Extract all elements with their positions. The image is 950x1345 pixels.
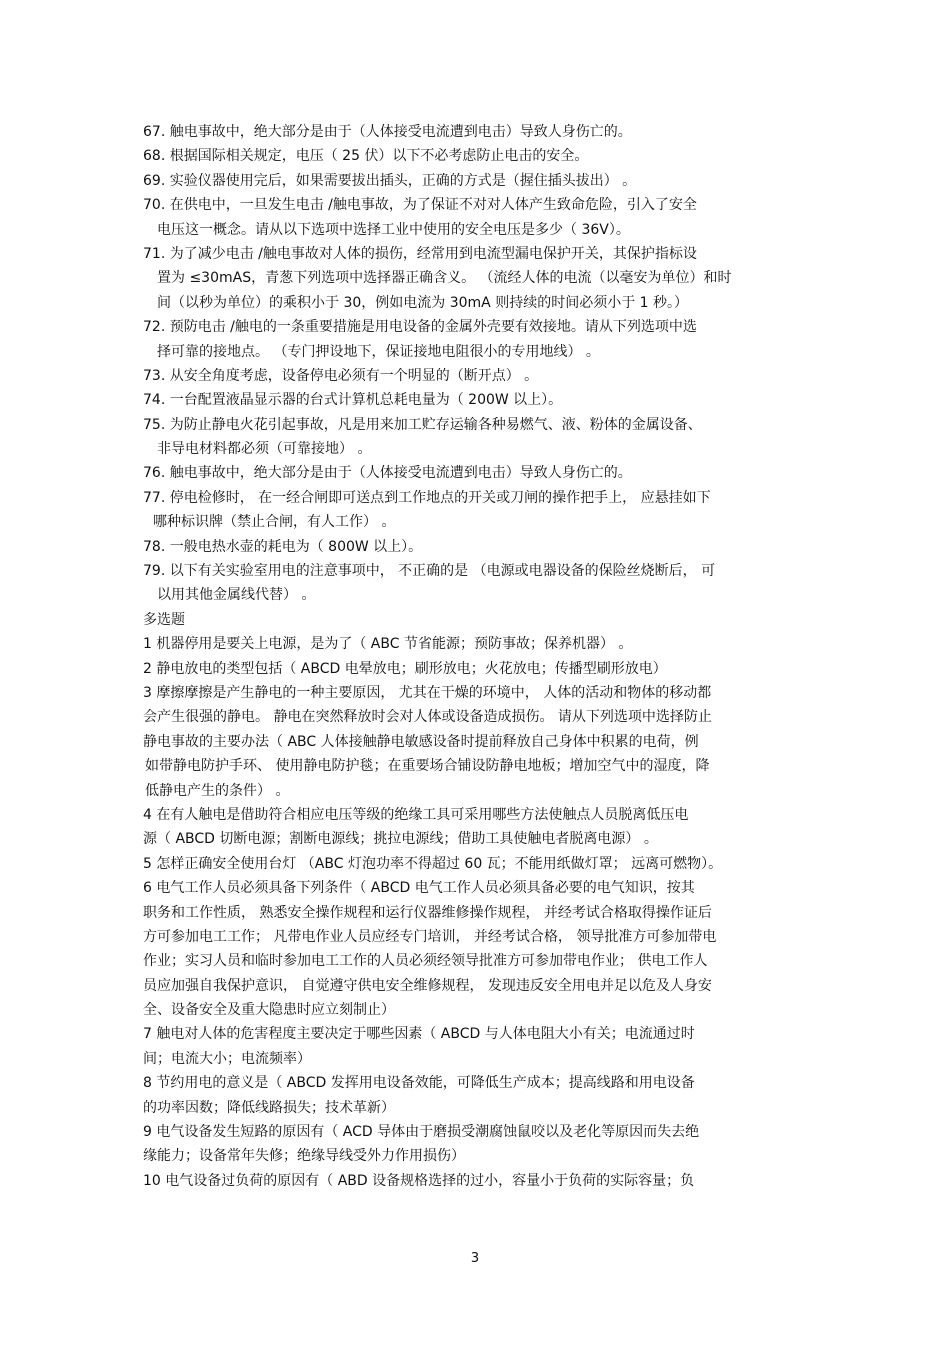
- text-line: 以用其他金属线代替） 。: [157, 587, 316, 604]
- text-line: 6 电气工作人员必须具备下列条件（ ABCD 电气工作人员必须具备必要的电气知识，按其: [143, 880, 695, 897]
- text-line: 静电事故的主要办法（ ABC 人体接触静电敏感设备时提前释放自己身体中积累的电荷，例: [143, 733, 699, 750]
- text-line: 方可参加电工工作； 凡带电作业人员应经专门培训， 并经考试合格， 领导批准方可参加带电: [143, 928, 717, 945]
- text-line: 70. 在供电中，一旦发生电击 /触电事故，为了保证不对对人体产生致命危险，引入了安全: [143, 197, 697, 214]
- text-line: 3 摩擦摩擦是产生静电的一种主要原因， 尤其在干燥的环境中， 人体的活动和物体的移动都: [143, 684, 712, 701]
- text-line: 72. 预防电击 /触电的一条重要措施是用电设备的金属外壳要有效接地。请从下列选项中选: [143, 319, 697, 336]
- text-line: 低静电产生的条件） 。: [145, 782, 290, 799]
- text-line: 8 节约用电的意义是（ ABCD 发挥用电设备效能，可降低生产成本；提高线路和用电设备: [143, 1075, 695, 1092]
- text-line: 7 触电对人体的危害程度主要决定于哪些因素（ ABCD 与人体电阻大小有关；电流通过时: [143, 1026, 695, 1043]
- text-line: 如带静电防护手环、 使用静电防护毯；在重要场合铺设防静电地板；增加空气中的湿度，降: [145, 758, 710, 775]
- text-line: 5 怎样正确安全使用台灯 （ABC 灯泡功率不得超过 60 瓦；不能用纸做灯罩； 远离可燃物）。: [143, 855, 723, 872]
- text-line: 职务和工作性质， 熟悉安全操作规程和运行仪器维修操作规程， 并经考试合格取得操作证后: [143, 904, 712, 921]
- page-number: 3: [470, 1251, 480, 1266]
- text-line: 9 电气设备发生短路的原因有（ ACD 导体由于磨损受潮腐蚀鼠咬以及老化等原因而失去绝: [143, 1124, 700, 1141]
- text-line: 73. 从安全角度考虑，设备停电必须有一个明显的（断开点） 。: [143, 367, 539, 384]
- text-line: 择可靠的接地点。 （专门押设地下，保证接地电阻很小的专用地线） 。: [157, 343, 600, 360]
- text-line: 间；电流大小；电流频率）: [143, 1050, 311, 1067]
- text-line: 源（ ABCD 切断电源；割断电源线；挑拉电源线；借助工具使触电者脱离电源） 。: [143, 831, 658, 848]
- text-line: 4 在有人触电是借助符合相应电压等级的绝缘工具可采用哪些方法使触点人员脱离低压电: [143, 806, 689, 823]
- text-line: 2 静电放电的类型包括（ ABCD 电晕放电；刷形放电；火花放电；传播型刷形放电）: [143, 660, 667, 677]
- text-line: 员应加强自我保护意识， 自觉遵守供电安全维修规程， 发现违反安全用电并足以危及人身安: [143, 977, 712, 994]
- text-line: 68. 根据国际相关规定，电压（ 25 伏）以下不必考虑防止电击的安全。: [143, 148, 589, 165]
- text-line: 多选题: [143, 611, 185, 628]
- text-line: 缘能力；设备常年失修；绝缘导线受外力作用损伤）: [143, 1148, 465, 1165]
- text-line: 77. 停电检修时， 在一经合闸即可送点到工作地点的开关或刀闸的操作把手上， 应悬挂如下: [143, 489, 711, 506]
- text-line: 67. 触电事故中，绝大部分是由于（人体接受电流遭到电击）导致人身伤亡的。: [143, 124, 632, 140]
- text-line: 非导电材料都必须（可靠接地） 。: [157, 441, 372, 458]
- text-line: 哪种标识牌（禁止合闸，有人工作） 。: [153, 514, 396, 531]
- text-line: 74. 一台配置液晶显示器的台式计算机总耗电量为（ 200W 以上）。: [143, 392, 563, 409]
- text-line: 间（以秒为单位）的乘积小于 30，例如电流为 30mA 则持续的时间必须小于 1 秒。）: [157, 294, 688, 311]
- text-line: 10 电气设备过负荷的原因有（ ABD 设备规格选择的过小，容量小于负荷的实际容量；负: [143, 1172, 695, 1189]
- text-line: 79. 以下有关实验室用电的注意事项中， 不正确的是 （电源或电器设备的保险丝烧断后， 可: [143, 563, 716, 580]
- text-line: 76. 触电事故中，绝大部分是由于（人体接受电流遭到电击）导致人身伤亡的。: [143, 465, 632, 482]
- text-line: 会产生很强的静电。 静电在突然释放时会对人体或设备造成损伤。 请从下列选项中选择防止: [143, 709, 712, 726]
- text-line: 全、设备安全及重大隐患时应立刻制止）: [143, 1002, 395, 1019]
- text-line: 置为 ≤30mAS，青葱下列选项中选择器正确含义。 （流经人体的电流（以毫安为单位）和时: [157, 270, 732, 287]
- text-line: 电压这一概念。请从以下选项中选择工业中使用的安全电压是多少（ 36V）。: [157, 221, 630, 238]
- text-line: 作业；实习人员和临时参加电工工作的人员必须经领导批准方可参加带电作业； 供电工作人: [143, 953, 708, 970]
- text-line: 69. 实验仪器使用完后，如果需要拔出插头，正确的方式是（握住插头拔出） 。: [143, 172, 637, 189]
- text-line: 1 机器停用是要关上电源，是为了（ ABC 节省能源；预防事故；保养机器） 。: [143, 636, 633, 653]
- text-line: 的功率因数；降低线路损失；技术革新）: [143, 1099, 395, 1116]
- document-body: [143, 120, 823, 1193]
- text-line: 71. 为了减少电击 /触电事故对人体的损伤，经常用到电流型漏电保护开关，其保护指标设: [143, 245, 697, 262]
- text-line: 78. 一般电热水壶的耗电为（ 800W 以上）。: [143, 538, 423, 555]
- text-line: 75. 为防止静电火花引起事故，凡是用来加工贮存运输各种易燃气、液、粉体的金属设备、: [143, 416, 702, 433]
